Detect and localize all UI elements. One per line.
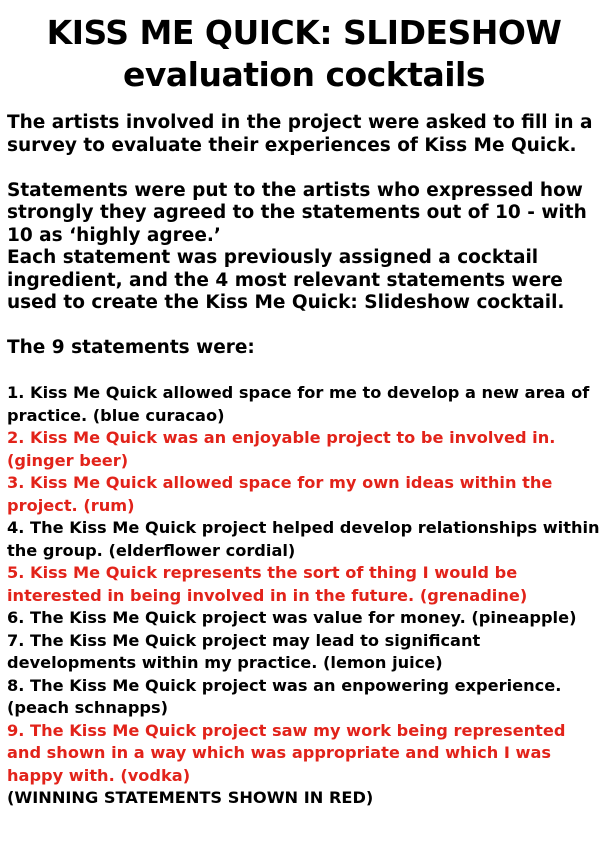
- statement-5-winning: 5. Kiss Me Quick represents the sort of thing I would be interested in being involved in in the future. (grenadine): [7, 563, 528, 605]
- paragraph-spacer: [7, 157, 603, 180]
- title-line-1: KISS ME QUICK: SLIDESHOW: [46, 13, 562, 52]
- winning-statements-note: (WINNING STATEMENTS SHOWN IN RED): [7, 788, 374, 807]
- statement-2-winning: 2. Kiss Me Quick was an enjoyable project to be involved in. (ginger beer): [7, 428, 556, 470]
- statement-1: 1. Kiss Me Quick allowed space for me to develop a new area of practice. (blue curacao): [7, 383, 590, 425]
- title-line-2: evaluation cocktails: [122, 55, 486, 94]
- statement-8: 8. The Kiss Me Quick project was an enpowering experience. (peach schnapps): [7, 675, 562, 717]
- statement-3-winning: 3. Kiss Me Quick allowed space for my own ideas within the project. (rum): [7, 473, 553, 515]
- intro-paragraph-ingredients: Each statement was previously assigned a cocktail ingredient, and the 4 most relevant statements were used to create the Kiss Me Quick: Slideshow cocktail.: [7, 247, 565, 313]
- statement-9-winning: 9. The Kiss Me Quick project saw my work being represented and shown in a way which was appropriate and which I was happy with. (vodka): [7, 720, 566, 785]
- intro-paragraph-survey: The artists involved in the project were asked to fill in a survey to evaluate their experiences of Kiss Me Quick.: [7, 112, 593, 156]
- statement-6: 6. The Kiss Me Quick project was value for money. (pineapple): [7, 608, 577, 627]
- statement-7: 7. The Kiss Me Quick project may lead to significant developments within my practice. (lemon juice): [7, 630, 481, 672]
- document-body: [7, 112, 603, 810]
- statements-heading: The 9 statements were:: [7, 337, 255, 358]
- paragraph-spacer: [7, 360, 603, 383]
- statements-list: [7, 382, 603, 787]
- document-title: [0, 0, 608, 96]
- statement-4: 4. The Kiss Me Quick project helped develop relationships within the group. (elderflower cordial): [7, 518, 600, 560]
- paragraph-spacer: [7, 315, 603, 338]
- intro-paragraph-statements: Statements were put to the artists who expressed how strongly they agreed to the statements out of 10 - with 10 as ‘highly agree.’: [7, 179, 587, 246]
